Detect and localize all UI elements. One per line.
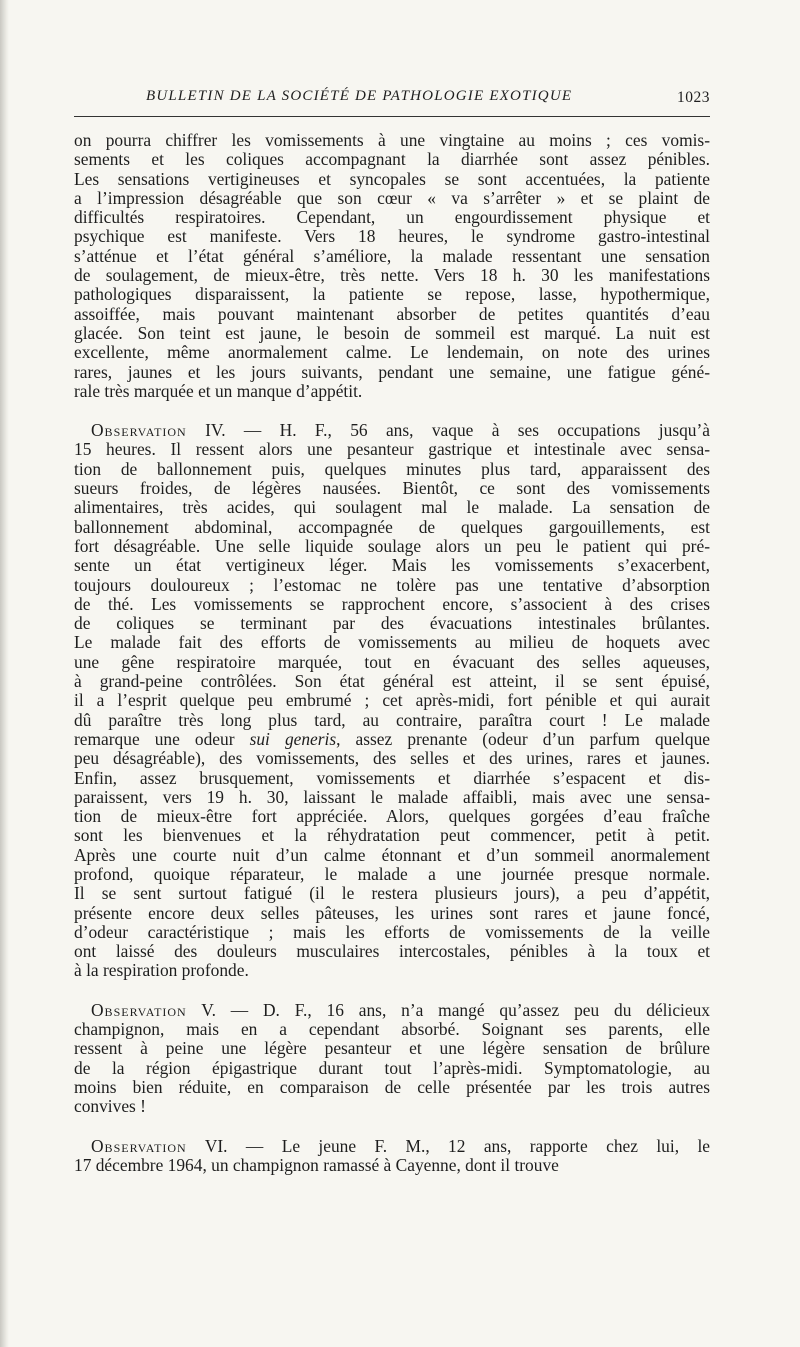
paragraph-gap: [74, 981, 710, 1001]
text-line: d’odeur caractéristique ; mais les efforts de vomissements de la veille: [74, 921, 710, 942]
observation-heading: Observation: [91, 420, 187, 441]
text-line: Observation IV. — H. F., 56 ans, vaque à ses occupations jusqu’à: [91, 420, 710, 441]
observation-paragraph: [74, 1137, 710, 1176]
text-line: de la région épigastrique durant tout l’après-midi. Symptomatologie, au: [74, 1057, 710, 1078]
text-line: présente encore deux selles pâteuses, les urines sont rares et jaune foncé,: [74, 902, 710, 923]
text-line: on pourra chiffrer les vomissements à une vingtaine au moins ; ces vomis-: [74, 130, 710, 150]
text-line: ont laissé des douleurs musculaires intercostales, pénibles à la toux et: [74, 941, 710, 962]
text-line: glacée. Son teint est jaune, le besoin de sommeil est marqué. La nuit est: [74, 322, 710, 343]
text-line: s’atténue et l’état général s’améliore, la malade ressentant une sensation: [74, 245, 710, 266]
text-line: Il se sent surtout fatigué (il le restera plusieurs jours), a peu d’appétit,: [74, 883, 710, 904]
article-body: [74, 131, 710, 1175]
text-line: sente un état vertigineux léger. Mais les vomissements s’exacerbent,: [74, 555, 710, 576]
text-line: ballonnement abdominal, accompagnée de quelques gargouillements, est: [74, 516, 710, 537]
text-line: convives !: [74, 1096, 146, 1117]
text-line: 15 heures. Il ressent alors une pesanteur gastrique et intestinale avec sensa-: [74, 439, 710, 460]
text-line: Enfin, assez brusquement, vomissements et diarrhée s’espacent et dis-: [74, 767, 710, 788]
text-line: tion de ballonnement puis, quelques minutes plus tard, apparaissent des: [74, 458, 710, 479]
paragraph: [74, 131, 710, 401]
text-line: de soulagement, de mieux-être, très nette. Vers 18 h. 30 les manifestations: [74, 265, 710, 286]
text-line: champignon, mais en a cependant absorbé. Soignant ses parents, elle: [74, 1019, 710, 1040]
text-line: Observation VI. — Le jeune F. M., 12 ans, rapporte chez lui, le: [91, 1135, 710, 1156]
text-line: Observation V. — D. F., 16 ans, n’a mangé qu’assez peu du délicieux: [91, 999, 710, 1020]
text-line: pathologiques disparaissent, la patiente se repose, lasse, hypothermique,: [74, 284, 710, 305]
text-line: excellente, même anormalement calme. Le lendemain, on note des urines: [74, 342, 710, 363]
text-line: il a l’esprit quelque peu embrumé ; cet après-midi, fort pénible et qui aurait: [74, 690, 710, 711]
text-line: alimentaires, très acides, qui soulagent mal le malade. La sensation de: [74, 497, 710, 518]
text-line: dû paraître très long plus tard, au contraire, paraîtra court ! Le malade: [74, 709, 710, 730]
page-number: 1023: [677, 89, 710, 106]
observation-heading: Observation: [91, 999, 187, 1020]
text-line: peu désagréable), des vomissements, des selles et des urines, rares et jaunes.: [74, 748, 710, 769]
paragraph-gap: [74, 1117, 710, 1137]
text-line: sements et les coliques accompagnant la diarrhée sont assez pénibles.: [74, 149, 710, 170]
journal-title: BULLETIN DE LA SOCIÉTÉ DE PATHOLOGIE EXOTIQUE: [146, 88, 573, 104]
text-line: a l’impression désagréable que son cœur « va s’arrêter » et se plaint de: [74, 187, 710, 208]
running-header: [74, 88, 710, 114]
text-line: toujours douloureux ; l’estomac ne tolère pas une tentative d’absorption: [74, 574, 710, 595]
text-line: à la respiration profonde.: [74, 960, 249, 981]
text-line: difficultés respiratoires. Cependant, un engourdissement physique et: [74, 207, 710, 228]
text-line: 17 décembre 1964, un champignon ramassé à Cayenne, dont il trouve: [74, 1154, 559, 1175]
header-rule: [74, 116, 710, 117]
text-line: psychique est manifeste. Vers 18 heures, le syndrome gastro-intestinal: [74, 226, 710, 247]
text-line: ressent à peine une légère pesanteur et une légère sensation de brûlure: [74, 1038, 710, 1059]
observation-paragraph: [74, 1001, 710, 1117]
text-line: moins bien réduite, en comparaison de celle présentée par les trois autres: [74, 1076, 710, 1097]
text-line: fort désagréable. Une selle liquide soulage alors un peu le patient qui pré-: [74, 535, 710, 556]
text-line: Les sensations vertigineuses et syncopales se sont accentuées, la patiente: [74, 168, 710, 189]
text-line: sont les bienvenues et la réhydratation peut commencer, petit à petit.: [74, 825, 710, 846]
text-line: profond, quoique réparateur, le malade a une journée presque normale.: [74, 863, 710, 884]
page-binding-edge: [0, 0, 9, 1347]
text-line: de coliques se terminant par des évacuations intestinales brûlantes.: [74, 613, 710, 634]
text-line: Après une courte nuit d’un calme étonnant et d’un sommeil anormalement: [74, 844, 710, 865]
text-line: rares, jaunes et les jours suivants, pendant une semaine, une fatigue géné-: [74, 361, 710, 382]
text-line: Le malade fait des efforts de vomissements au milieu de hoquets avec: [74, 632, 710, 653]
observation-paragraph: [74, 421, 710, 981]
observation-heading: Observation: [91, 1135, 187, 1156]
text-line: une gêne respiratoire marquée, tout en évacuant des selles aqueuses,: [74, 651, 710, 672]
text-line: sueurs froides, de légères nausées. Bientôt, ce sont des vomissements: [74, 478, 710, 499]
text-line: rale très marquée et un manque d’appétit.: [74, 380, 363, 401]
text-line: remarque une odeur sui generis, assez prenante (odeur d’un parfum quelque: [74, 728, 710, 749]
text-line: paraissent, vers 19 h. 30, laissant le malade affaibli, mais avec une sensa-: [74, 786, 710, 807]
paragraph-gap: [74, 401, 710, 421]
text-line: de thé. Les vomissements se rapprochent encore, s’associent à des crises: [74, 593, 710, 614]
text-line: à grand-peine contrôlées. Son état général est atteint, il se sent épuisé,: [74, 671, 710, 692]
text-line: tion de mieux-être fort appréciée. Alors, quelques gorgées d’eau fraîche: [74, 806, 710, 827]
text-line: assoiffée, mais pouvant maintenant absorber de petites quantités d’eau: [74, 303, 710, 324]
